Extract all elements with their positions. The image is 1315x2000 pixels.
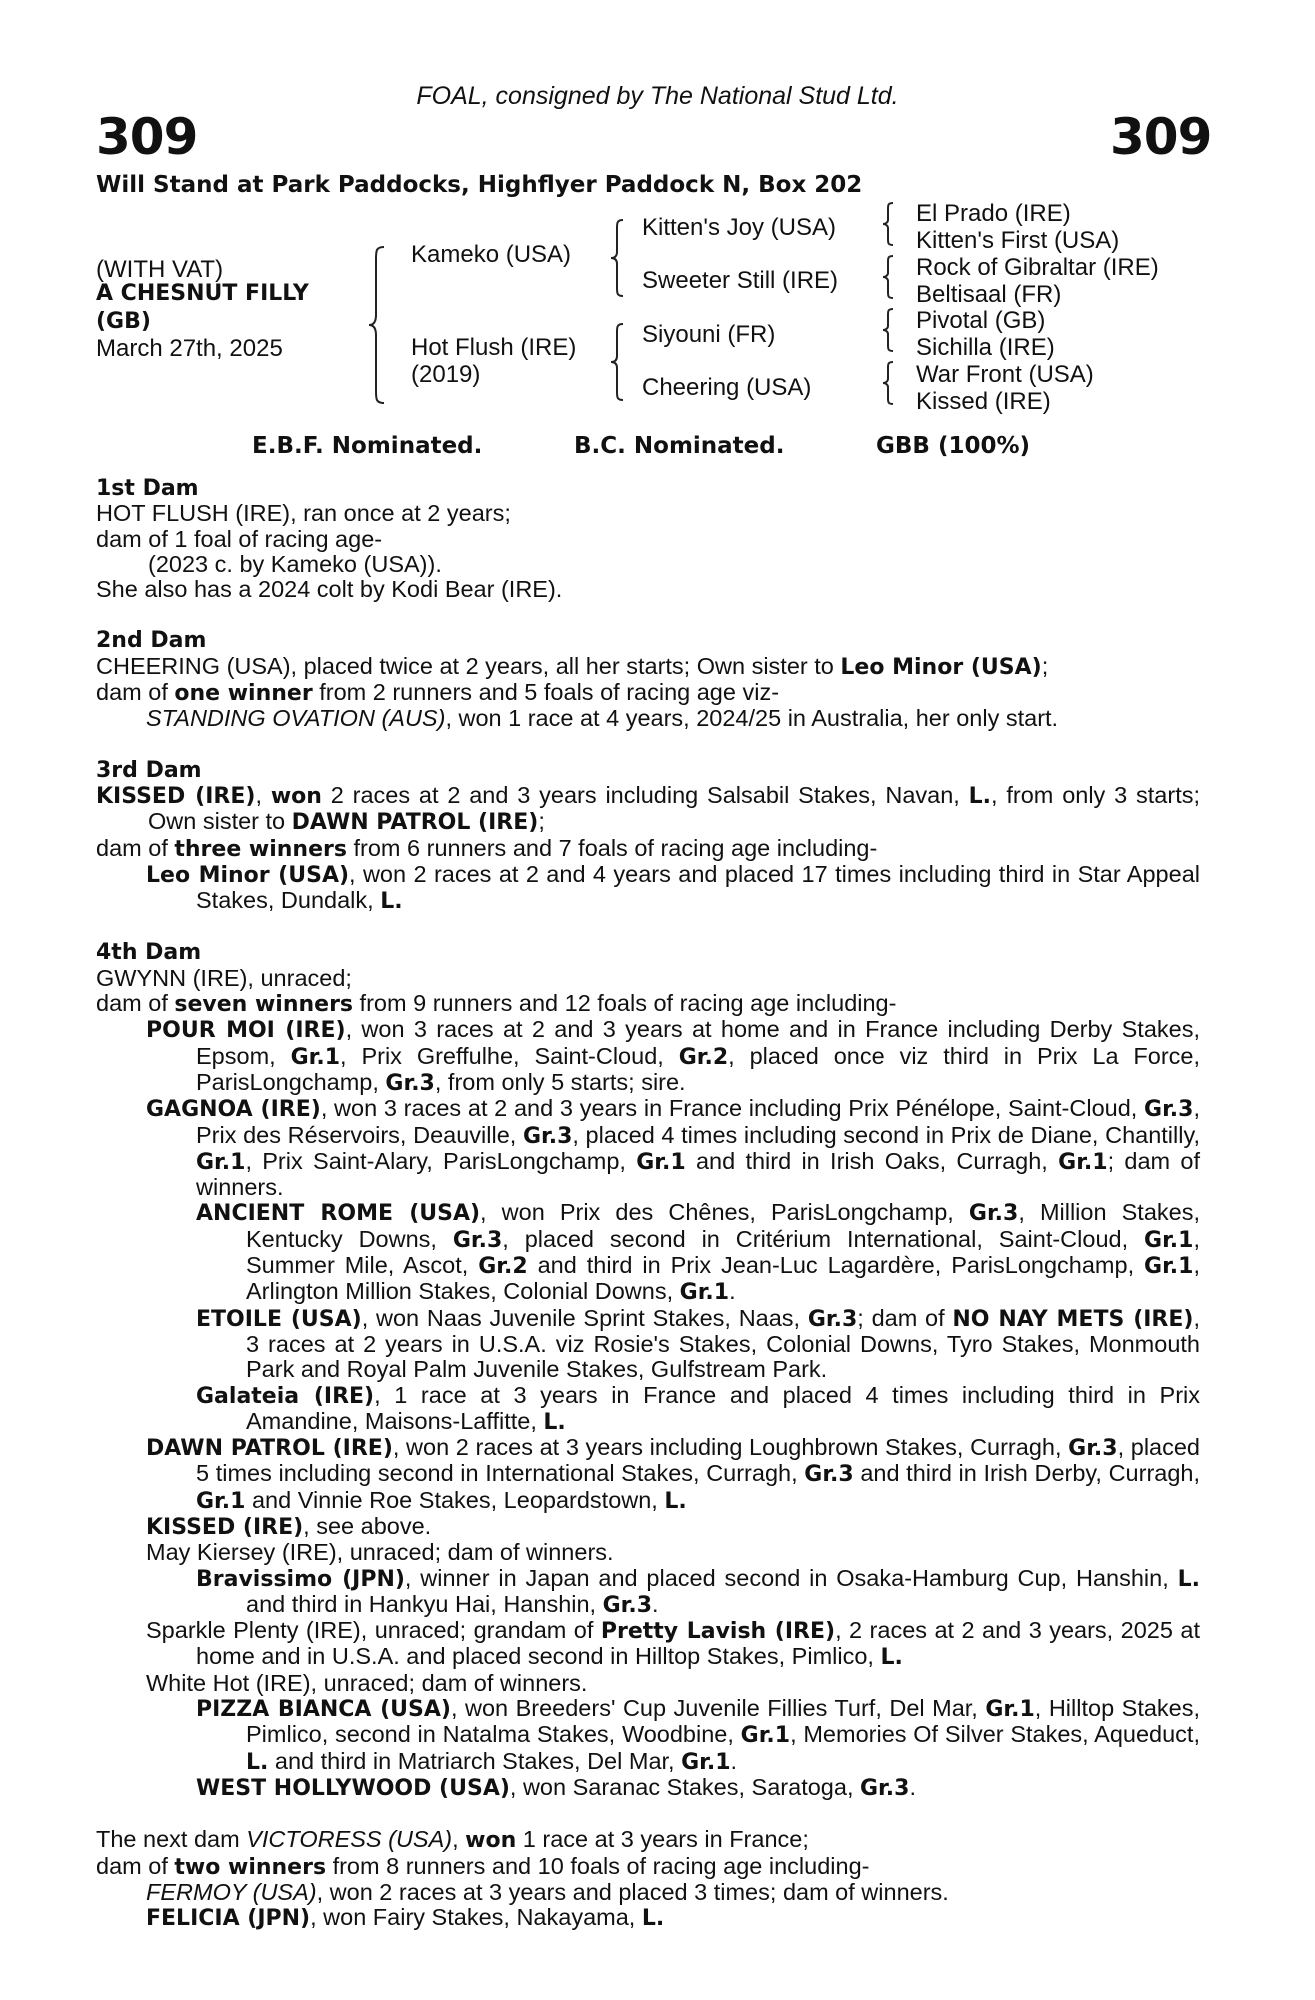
section-heading-3rd-dam: 3rd Dam [96,757,202,783]
dam-year: (2019) [411,361,481,388]
sire-dam: Sweeter Still (IRE) [642,267,839,294]
sire: Kameko (USA) [411,241,572,268]
produce-entry: FERMOY (USA), won 2 races at 3 years and placed 3 times; dam of winners. [146,1878,949,1905]
produce-entry: Bravissimo (JPN), winner in Japan and placed second in Osaka-Hamburg Cup, Hanshin, L. and third in Hankyu Hai, Hanshin, Gr.3. [196,1564,1200,1618]
dam: Hot Flush (IRE) [411,334,577,361]
granddam-line-2: Kitten's First (USA) [916,227,1120,254]
section-heading-2nd-dam: 2nd Dam [96,628,207,654]
dam4-line: GWYNN (IRE), unraced; [96,964,352,991]
produce-entry: DAWN PATROL (IRE), won 2 races at 3 years including Loughbrown Stakes, Curragh, Gr.3, placed 5 times including second in International Stakes, Curragh, Gr.3 and third in Irish Derby, Curragh, Gr.1 and Vinnie Roe Stakes, Leopardstown, L. [146,1434,1201,1514]
produce-entry: ANCIENT ROME (USA), won Prix des Chênes, ParisLongchamp, Gr.3, Million Stakes, Kentucky Downs, Gr.3, placed second in Critérium International, Saint-Cloud, Gr.1, Summer Mile, Ascot, Gr.2 and third in Prix Jean-Luc Lagardère, ParisLongchamp, Gr.1, Arlington Million Stakes, Colonial Downs, Gr.1. [196,1199,1200,1306]
dam-sire: Siyouni (FR) [642,321,776,348]
catalogue-body [96,476,1200,1931]
lot-number-left: 309 [96,108,198,166]
dam1-line: She also has a 2024 colt by Kodi Bear (IRE). [96,576,563,603]
dam1-line: HOT FLUSH (IRE), ran once at 2 years; [96,500,511,527]
granddam-line-8: Kissed (IRE) [916,388,1051,415]
pedigree-brace-g4 [880,360,896,411]
gbb-status: GBB (100%) [876,433,1031,459]
ebf-nominated: E.B.F. Nominated. [252,433,483,459]
pedigree-brace-dam [608,322,626,407]
granddam-line-5: Pivotal (GB) [916,307,1046,334]
consignment-line: FOAL, consigned by The National Stud Ltd. [416,82,899,110]
granddam-line-6: Sichilla (IRE) [916,334,1055,361]
dam2-line: dam of one winner from 2 runners and 5 foals of racing age viz- [96,679,780,707]
produce-entry: GAGNOA (IRE), won 3 races at 2 and 3 years in France including Prix Pénélope, Saint-Cloud, Gr.3, Prix des Réservoirs, Deauville, Gr.3, placed 4 times including second in Prix de Diane, Chantilly, Gr.1, Prix Saint-Alary, ParisLongchamp, Gr.1 and third in Irish Oaks, Curragh, Gr.1; dam of winners. [146,1095,1201,1201]
dam3-line: KISSED (IRE), won 2 races at 2 and 3 years including Salsabil Stakes, Navan, L., from only 3 starts; Own sister to DAWN PATROL (IRE); [96,781,1200,836]
dam2-line: CHEERING (USA), placed twice at 2 years, all her starts; Own sister to Leo Minor (USA); [96,652,1049,680]
produce-entry: KISSED (IRE), see above. [146,1512,432,1540]
lot-number-right: 309 [1110,108,1212,166]
foaling-date: March 27th, 2025 [96,335,283,362]
section-heading-1st-dam: 1st Dam [96,476,199,501]
dam3-line: dam of three winners from 6 runners and 7 foals of racing age including- [96,834,878,862]
dam-dam: Cheering (USA) [642,374,812,401]
pedigree-brace-g1 [880,201,896,252]
bc-nominated: B.C. Nominated. [574,433,785,459]
horse-description-country: (GB) [96,309,151,334]
next-dam-line: dam of two winners from 8 runners and 10 foals of racing age including- [96,1852,870,1880]
produce-entry: STANDING OVATION (AUS), won 1 race at 4 years, 2024/25 in Australia, her only start. [146,705,1059,732]
produce-entry: May Kiersey (IRE), unraced; dam of winners. [146,1539,614,1566]
produce-entry: Galateia (IRE), 1 race at 3 years in France and placed 4 times including third in Prix Amandine, Maisons-Laffitte, L. [196,1381,1200,1435]
pedigree-brace-sire [608,218,626,303]
pedigree-brace-g2 [880,254,896,305]
dam4-line: dam of seven winners from 9 runners and 12 foals of racing age including- [96,990,897,1018]
produce-entry: Leo Minor (USA), won 2 races at 2 and 4 years and placed 17 times including third in Star Appeal Stakes, Dundalk, L. [146,860,1200,915]
produce-entry: PIZZA BIANCA (USA), won Breeders' Cup Juvenile Fillies Turf, Del Mar, Gr.1, Hilltop Stakes, Pimlico, second in Natalma Stakes, Woodbine, Gr.1, Memories Of Silver Stakes, Aqueduct, L. and third in Matriarch Stakes, Del Mar, Gr.1. [196,1695,1201,1775]
section-heading-4th-dam: 4th Dam [96,940,202,966]
produce-entry: POUR MOI (IRE), won 3 races at 2 and 3 years at home and in France including Derby Stakes, Epsom, Gr.1, Prix Greffulhe, Saint-Cloud, Gr.2, placed once viz third in Prix La Force, ParisLongchamp, Gr.3, from only 5 starts; sire. [146,1016,1201,1096]
pedigree-brace-g3 [880,307,896,358]
granddam-line-7: War Front (USA) [916,361,1094,388]
vat-label: (WITH VAT) [96,256,224,283]
granddam-line-4: Beltisaal (FR) [916,281,1062,308]
produce-entry: Sparkle Plenty (IRE), unraced; grandam of Pretty Lavish (IRE), 2 races at 2 and 3 years, 2025 at home and in U.S.A. and placed second in Hilltop Stakes, Pimlico, L. [146,1617,1200,1671]
pedigree-brace-main [366,245,388,410]
produce-entry: ETOILE (USA), won Naas Juvenile Sprint Stakes, Naas, Gr.3; dam of NO NAY METS (IRE), 3 races at 2 years in U.S.A. viz Rosie's Stakes, Colonial Downs, Tyro Stakes, Monmouth Park and Royal Palm Juvenile Stakes, Gulfstream Park. [196,1304,1200,1383]
granddam-line-1: El Prado (IRE) [916,200,1071,227]
granddam-line-3: Rock of Gibraltar (IRE) [916,254,1159,281]
dam1-produce: (2023 c. by Kameko (USA)). [148,550,442,577]
next-dam-line: The next dam VICTORESS (USA), won 1 race at 3 years in France; [96,1826,809,1854]
produce-entry: WEST HOLLYWOOD (USA), won Saranac Stakes, Saratoga, Gr.3. [196,1773,916,1801]
produce-entry: White Hot (IRE), unraced; dam of winners. [146,1669,588,1696]
sire-sire: Kitten's Joy (USA) [642,214,836,241]
stand-location: Will Stand at Park Paddocks, Highflyer Paddock N, Box 202 [96,172,863,198]
produce-entry: FELICIA (JPN), won Fairy Stakes, Nakayama, L. [146,1904,665,1932]
dam1-line: dam of 1 foal of racing age- [96,525,383,552]
horse-description: A CHESNUT FILLY [96,281,309,306]
